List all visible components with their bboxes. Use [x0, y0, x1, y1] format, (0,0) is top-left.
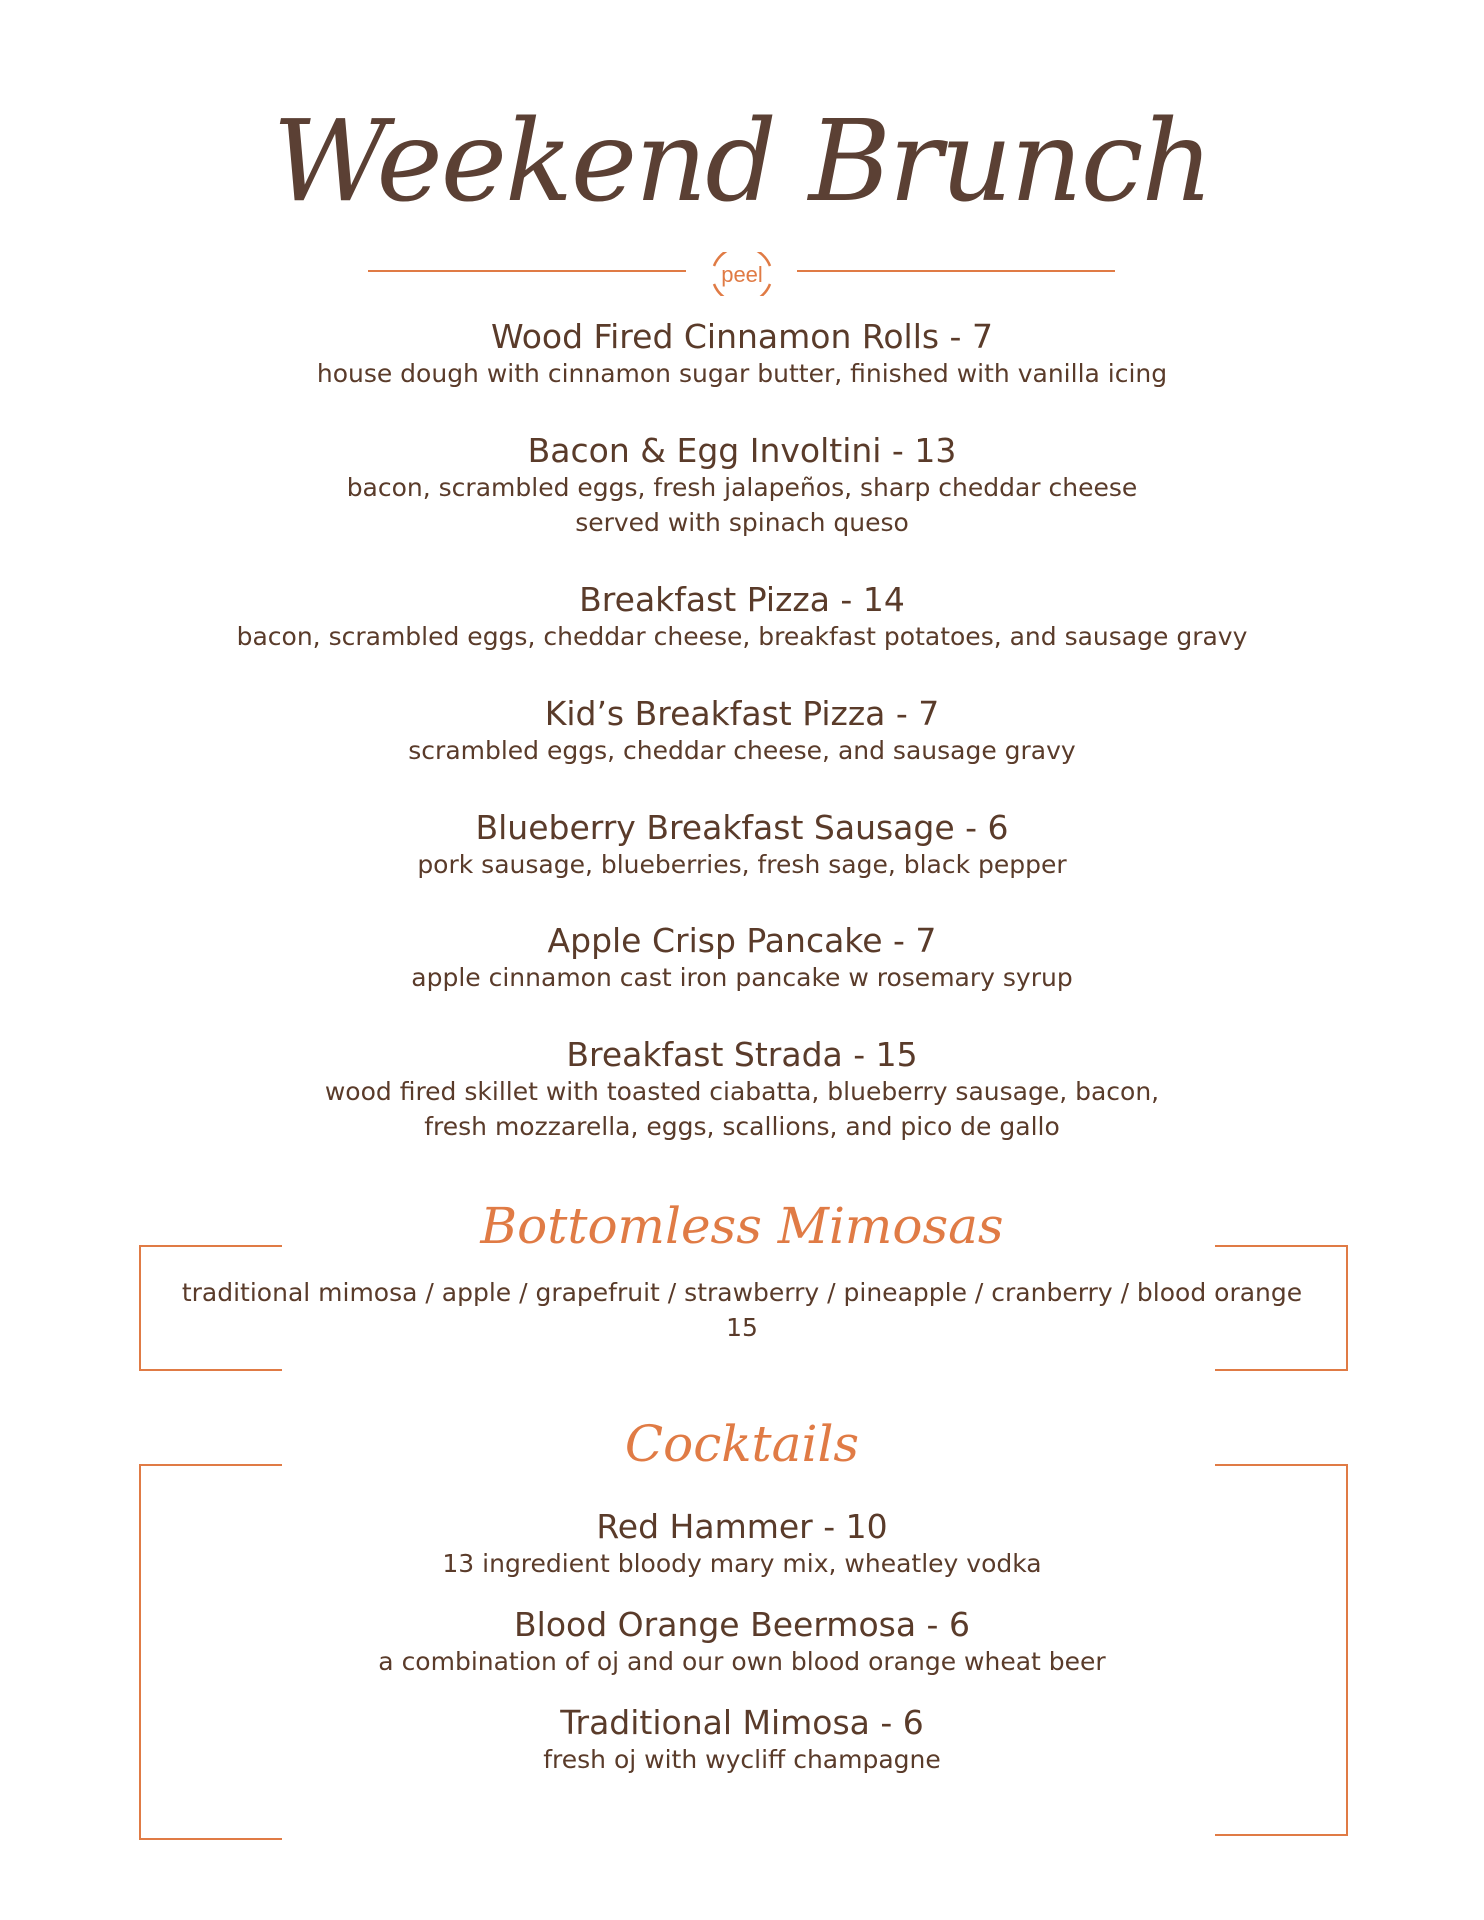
cocktail-desc: 13 ingredient bloody mary mix, wheatley vodka	[442, 1548, 1042, 1578]
divider-left	[368, 270, 686, 272]
section-title-mimosas: Bottomless Mimosas	[480, 1197, 1004, 1255]
item-name: Kid’s Breakfast Pizza - 7	[544, 694, 940, 733]
cocktail-name: Red Hammer - 10	[596, 1507, 888, 1546]
item-desc: bacon, scrambled eggs, cheddar cheese, breakfast potatoes, and sausage gravy	[236, 621, 1248, 651]
item-desc: house dough with cinnamon sugar butter, finished with vanilla icing	[316, 358, 1168, 388]
item-desc: scrambled eggs, cheddar cheese, and sausage gravy	[408, 735, 1076, 765]
item-name: Wood Fired Cinnamon Rolls - 7	[491, 317, 993, 356]
item-desc: fresh mozzarella, eggs, scallions, and pico de gallo	[424, 1111, 1060, 1141]
item-name: Bacon & Egg Involtini - 13	[527, 431, 957, 470]
cocktail-name: Traditional Mimosa - 6	[560, 1703, 924, 1742]
cocktail-name: Blood Orange Beermosa - 6	[514, 1605, 970, 1644]
logo-text: peel	[721, 262, 763, 287]
item-name: Breakfast Strada - 15	[566, 1035, 918, 1074]
mimosa-price: 15	[726, 1313, 758, 1342]
menu-item	[0, 581, 1484, 654]
mimosa-details	[0, 1275, 1484, 1345]
mimosa-flavors: traditional mimosa / apple / grapefruit / strawberry / pineapple / cranberry / blood orange	[181, 1278, 1303, 1307]
menu-item	[0, 1036, 1484, 1144]
item-name: Blueberry Breakfast Sausage - 6	[475, 808, 1009, 847]
item-name: Breakfast Pizza - 14	[579, 580, 905, 619]
menu-item	[0, 922, 1484, 995]
cocktail-item	[0, 1704, 1484, 1777]
item-desc: apple cinnamon cast iron pancake w rosemary syrup	[411, 962, 1073, 992]
item-name: Apple Crisp Pancake - 7	[547, 921, 937, 960]
peel-logo	[706, 252, 778, 296]
menu-item	[0, 318, 1484, 391]
item-desc: bacon, scrambled eggs, fresh jalapeños, sharp cheddar cheese	[346, 472, 1138, 502]
menu-title: Weekend Brunch	[272, 97, 1212, 227]
item-desc: wood fired skillet with toasted ciabatta, blueberry sausage, bacon,	[324, 1076, 1160, 1106]
cocktail-item	[0, 1606, 1484, 1679]
cocktail-desc: a combination of oj and our own blood orange wheat beer	[378, 1646, 1106, 1676]
cocktail-item	[0, 1508, 1484, 1581]
item-desc: pork sausage, blueberries, fresh sage, black pepper	[417, 849, 1067, 879]
section-title-cocktails: Cocktails	[624, 1415, 860, 1473]
cocktail-desc: fresh oj with wycliff champagne	[543, 1744, 941, 1774]
divider-right	[797, 270, 1115, 272]
item-desc: served with spinach queso	[575, 507, 909, 537]
menu-item	[0, 432, 1484, 540]
menu-item	[0, 809, 1484, 882]
menu-item	[0, 695, 1484, 768]
